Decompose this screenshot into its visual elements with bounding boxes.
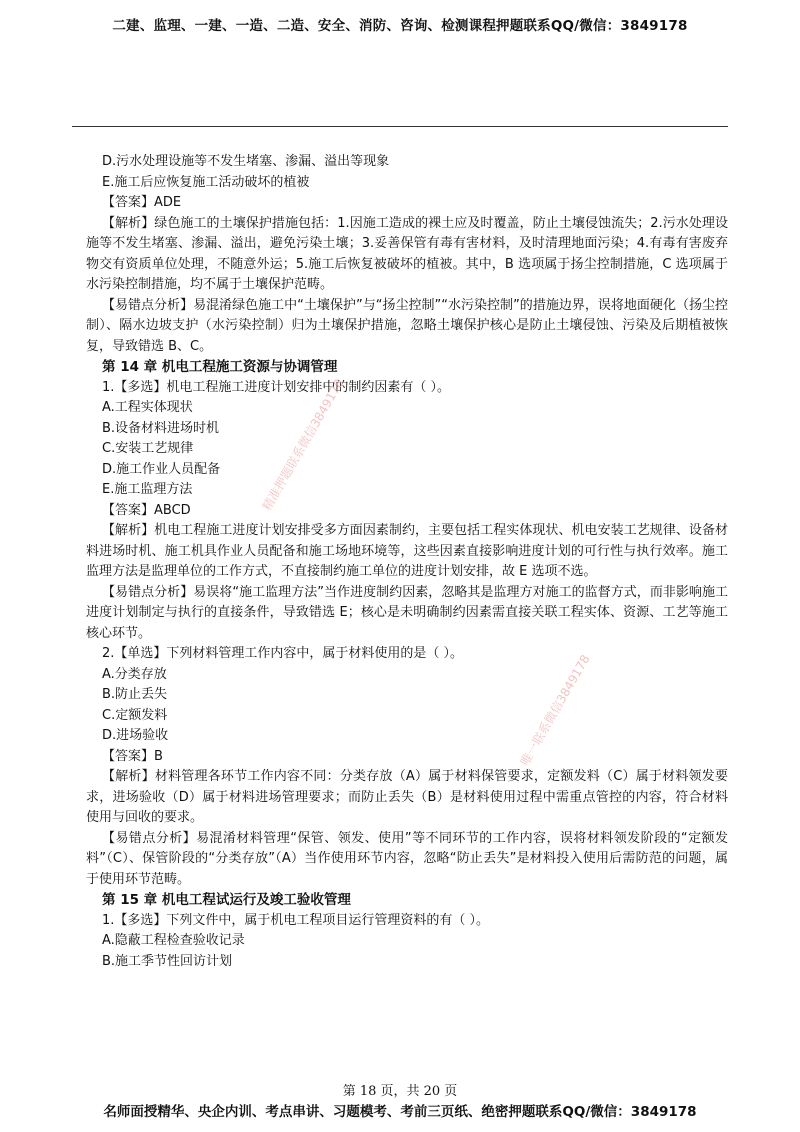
header-rule: [72, 126, 728, 127]
paragraph: 【解析】绿色施工的土壤保护措施包括：1.因施工造成的裸土应及时覆盖，防止土壤侵蚀流失；2.污水处理设施等不发生堵塞、渗漏、溢出，避免污染土壤；3.妥善保管有毒有害材料，及时清理地面污染；4.有毒有害废弃物交有资质单位处理，不随意外运；5.施工后恢复被破坏的植被。其中，B 选项属于扬尘控制措施，C 选项属于水污染控制措施，均不属于土壤保护范畴。: [86, 215, 728, 292]
text-line: A.工程实体现状: [102, 400, 193, 415]
text-line: C.定额发料: [102, 707, 168, 723]
text-line: 2.【单选】下列材料管理工作内容中，属于材料使用的是（ ）。: [102, 646, 464, 661]
chapter-heading: 第 14 章 机电工程施工资源与协调管理: [102, 359, 338, 375]
text-line: E.施工监理方法: [102, 482, 193, 497]
text-line: 【答案】ADE: [102, 195, 182, 210]
page-header: 二建、监理、一建、一造、二造、安全、消防、咨询、检测课程押题联系QQ/微信：3849178: [112, 18, 688, 34]
text-line: D.进场验收: [102, 728, 169, 743]
text-line: A.隐蔽工程检查验收记录: [102, 933, 245, 948]
text-line: B.防止丢失: [102, 687, 168, 702]
text-line: 【答案】B: [102, 748, 163, 764]
page-number: 第 18 页，共 20 页: [342, 1084, 458, 1099]
paragraph: 【解析】材料管理各环节工作内容不同：分类存放（A）属于材料保管要求，定额发料（C）属于材料领发要求，进场验收（D）属于材料进场管理要求；而防止丢失（B）是材料使用过程中需重点管控的内容，符合材料使用与回收的要求。: [86, 769, 728, 825]
document-body: [86, 152, 728, 972]
text-line: A.分类存放: [102, 666, 167, 682]
paragraph: 【易错点分析】易混淆材料管理“保管、领发、使用”等不同环节的工作内容，误将材料领发阶段的“定额发料”（C）、保管阶段的“分类存放”（A）当作使用环节内容，忽略“防止丢失”是材料投入使用后需防范的问题，属于使用环节范畴。: [86, 830, 728, 887]
paragraph: 【解析】机电工程施工进度计划安排受多方面因素制约，主要包括工程实体现状、机电安装工艺规律、设备材料进场时机、施工机具作业人员配备和施工场地环境等，这些因素直接影响进度计划的可行性与执行效率。施工监理方法是监理单位的工作方式，不直接制约施工单位的进度计划安排，故 E 选项不选。: [86, 523, 728, 579]
chapter-heading: 第 15 章 机电工程试运行及竣工验收管理: [102, 892, 351, 908]
text-line: 1.【多选】机电工程施工进度计划安排中的制约因素有（ ）。: [102, 379, 451, 395]
text-line: B.施工季节性回访计划: [102, 953, 233, 969]
text-line: D.污水处理设施等不发生堵塞、渗漏、溢出等现象: [102, 154, 390, 169]
watermark-1: 精准押题联系微信3849178: [259, 376, 347, 513]
paragraph: 【易错点分析】易混淆绿色施工中“土壤保护”与“扬尘控制”“水污染控制”的措施边界，误将地面硬化（扬尘控制）、隔水边坡支护（水污染控制）归为土壤保护措施，忽略土壤保护核心是防止土壤侵蚀、污染及后期植被恢复，导致错选 B、C。: [86, 297, 728, 354]
paragraph: 【易错点分析】易误将“施工监理方法”当作进度制约因素，忽略其是监理方对施工的监督方式，而非影响施工进度计划制定与执行的直接条件，导致错选 E；核心是未明确制约因素需直接关联工程实体、资源、工艺等施工核心环节。: [86, 584, 728, 641]
text-line: 1.【多选】下列文件中，属于机电工程项目运行管理资料的有（ ）。: [102, 912, 490, 928]
text-line: 【答案】ABCD: [102, 502, 191, 518]
text-line: C.安装工艺规律: [102, 441, 194, 456]
watermark-2: 唯一联系微信3849178: [517, 652, 593, 768]
text-line: D.施工作业人员配备: [102, 461, 221, 477]
page-footer: 名师面授精华、央企内训、考点串讲、习题模考、考前三页纸、绝密押题联系QQ/微信：3849178: [103, 1104, 697, 1120]
text-line: B.设备材料进场时机: [102, 420, 220, 436]
text-line: E.施工后应恢复施工活动破坏的植被: [102, 174, 310, 190]
